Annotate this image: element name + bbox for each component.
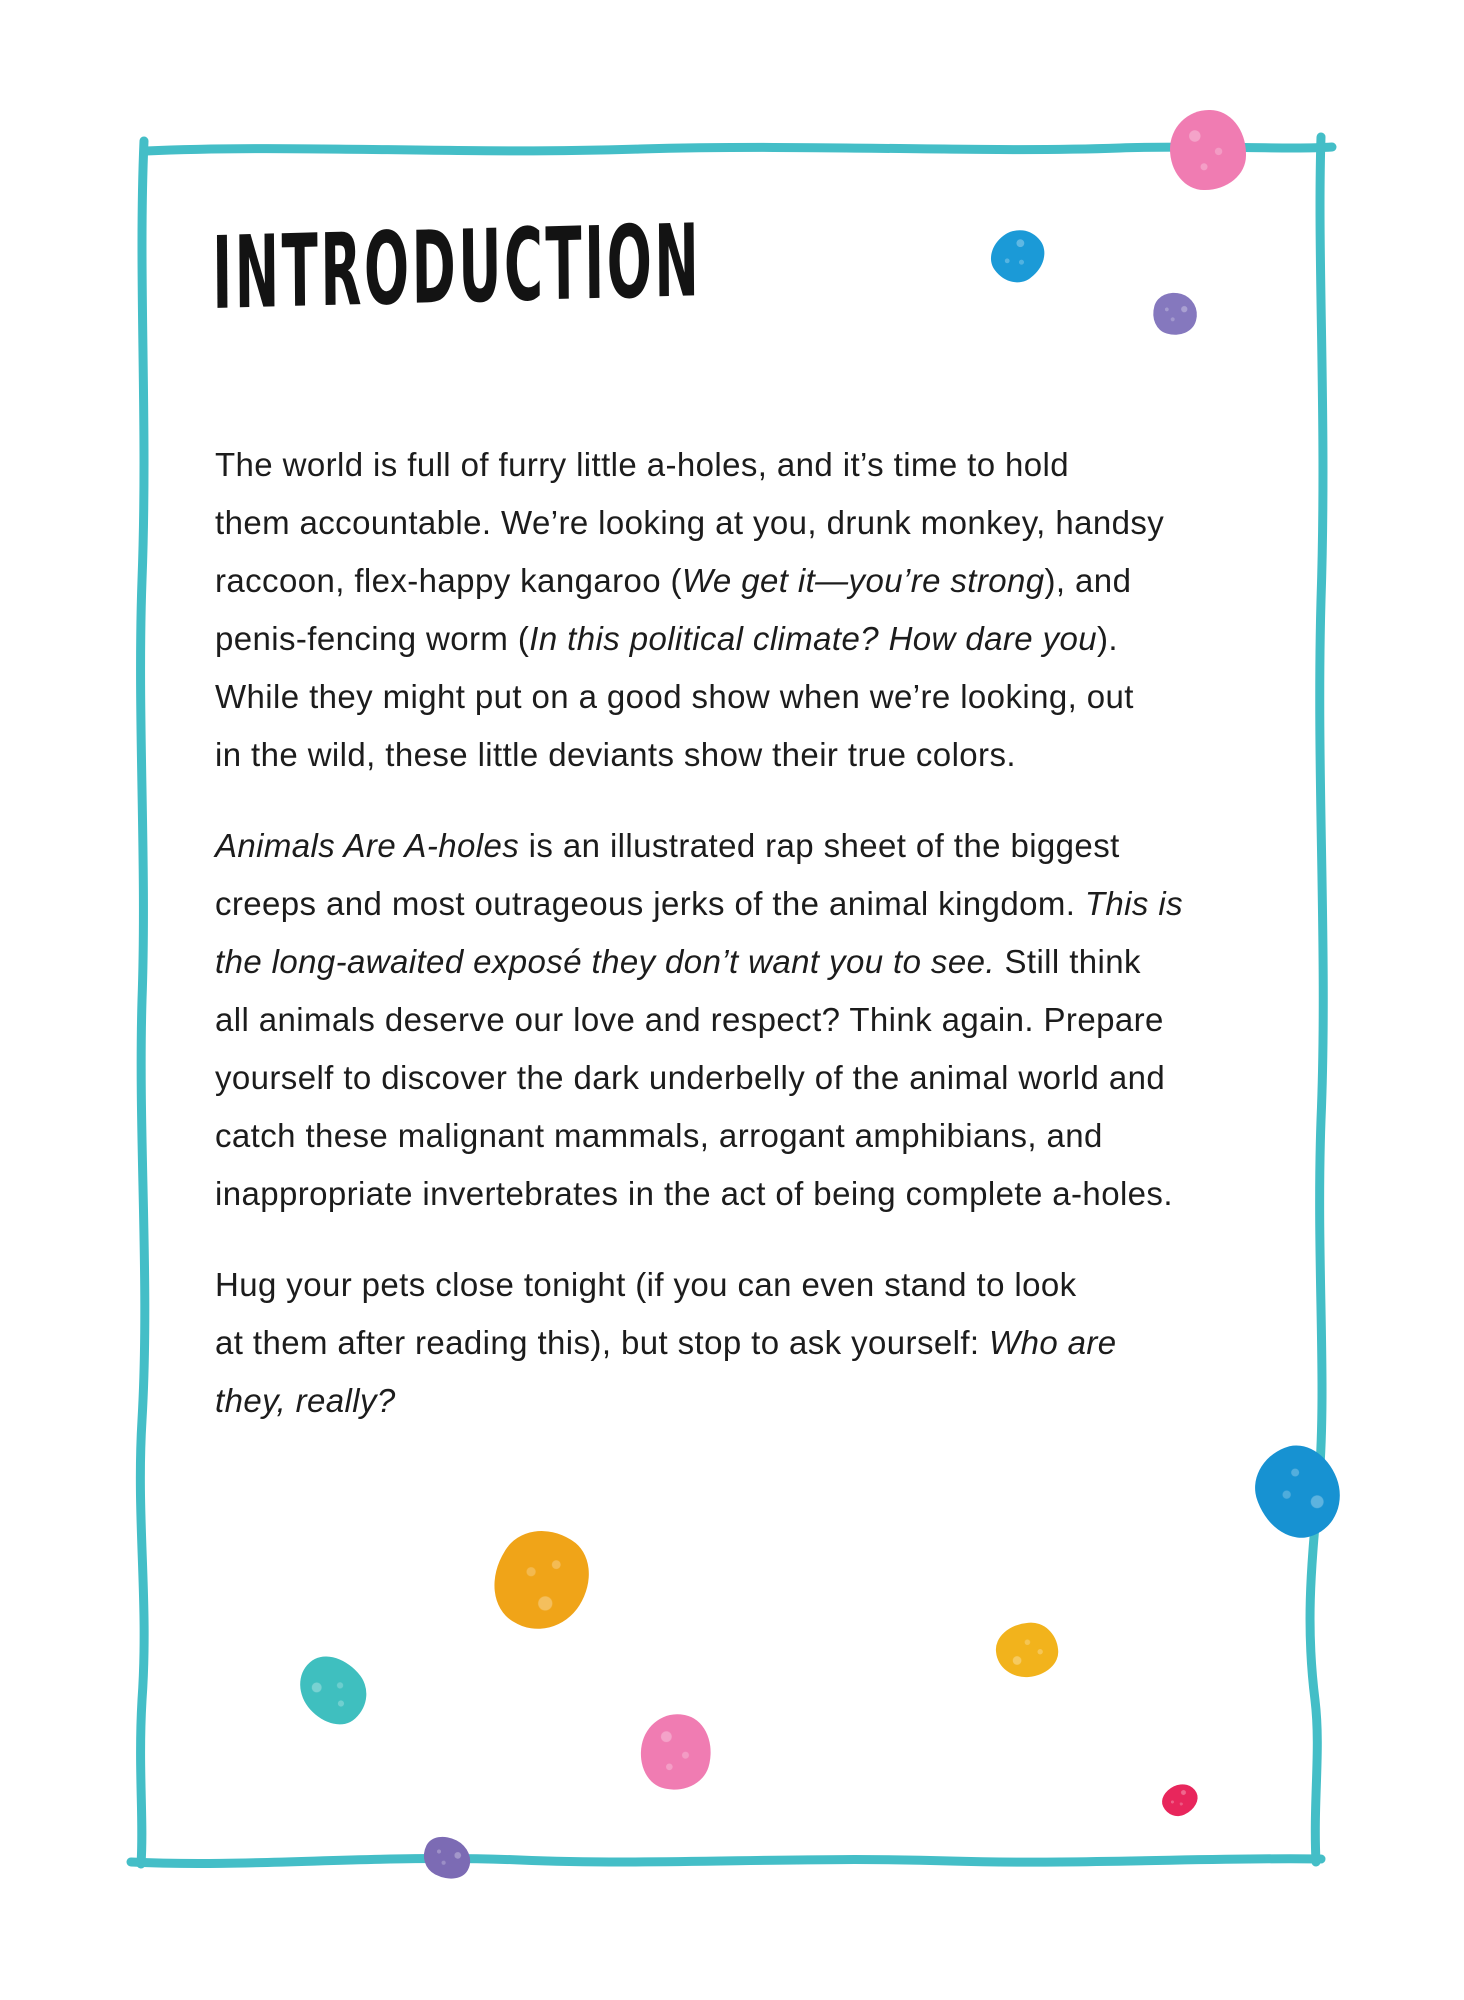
italic-text-run: In this political climate? How dare you [529, 620, 1097, 657]
text-line [215, 817, 1120, 875]
text-run: The world is full of furry little a-holes, and it’s time to hold [215, 446, 1070, 483]
text-run: Hug your pets close tonight (if you can even stand to look [215, 1266, 1077, 1303]
border-bottom [131, 1858, 1321, 1863]
italic-text-run: Who are [989, 1324, 1117, 1361]
text-run: ). [1096, 620, 1118, 657]
text-line [215, 1314, 1117, 1372]
italic-text-run: Animals Are A-holes [215, 827, 520, 864]
text-run: all animals deserve our love and respect? Think again. Prepare [215, 1001, 1164, 1038]
text-run: catch these malignant mammals, arrogant amphibians, and [215, 1117, 1103, 1154]
text-run: is an illustrated rap sheet of the biggest [519, 827, 1120, 864]
body-paragraph-2 [215, 817, 1184, 1223]
page-title: INTRODUCTION [211, 202, 702, 332]
text-line [215, 1049, 1166, 1107]
text-line [215, 991, 1164, 1049]
text-run: them accountable. We’re looking at you, drunk monkey, handsy [215, 504, 1165, 541]
text-block [215, 436, 1184, 1463]
text-line [215, 875, 1184, 933]
border-left [140, 141, 144, 1864]
text-line [215, 668, 1134, 726]
text-run: raccoon, flex-happy kangaroo ( [215, 562, 682, 599]
text-run: yourself to discover the dark underbelly of the animal world and [215, 1059, 1166, 1096]
body-paragraph-1 [215, 436, 1165, 784]
italic-text-run: they, really? [215, 1382, 396, 1419]
text-line [215, 436, 1070, 494]
text-line [215, 1107, 1103, 1165]
border-top [146, 147, 1332, 151]
text-line [215, 1165, 1173, 1223]
border-right [1310, 137, 1323, 1862]
text-run: While they might put on a good show when we’re looking, out [215, 678, 1134, 715]
text-run: inappropriate invertebrates in the act of being complete a-holes. [215, 1175, 1173, 1212]
italic-text-run: the long-awaited exposé they don’t want you to see. [215, 943, 995, 980]
italic-text-run: This is [1084, 885, 1184, 922]
text-line [215, 610, 1118, 668]
text-run: creeps and most outrageous jerks of the animal kingdom. [215, 885, 1085, 922]
body-paragraph-3 [215, 1256, 1117, 1430]
text-run: penis-fencing worm ( [215, 620, 530, 657]
text-run: Still think [994, 943, 1141, 980]
text-run: at them after reading this), but stop to ask yourself: [215, 1324, 990, 1361]
text-line [215, 1372, 980, 1430]
text-line [215, 552, 1132, 610]
text-line [215, 726, 1016, 784]
italic-text-run: We get it—you’re strong [681, 562, 1045, 599]
text-run: ), and [1044, 562, 1132, 599]
text-run: in the wild, these little deviants show their true colors. [215, 736, 1016, 773]
text-line [215, 1256, 1077, 1314]
text-line [215, 933, 1141, 991]
text-line [215, 494, 1165, 552]
